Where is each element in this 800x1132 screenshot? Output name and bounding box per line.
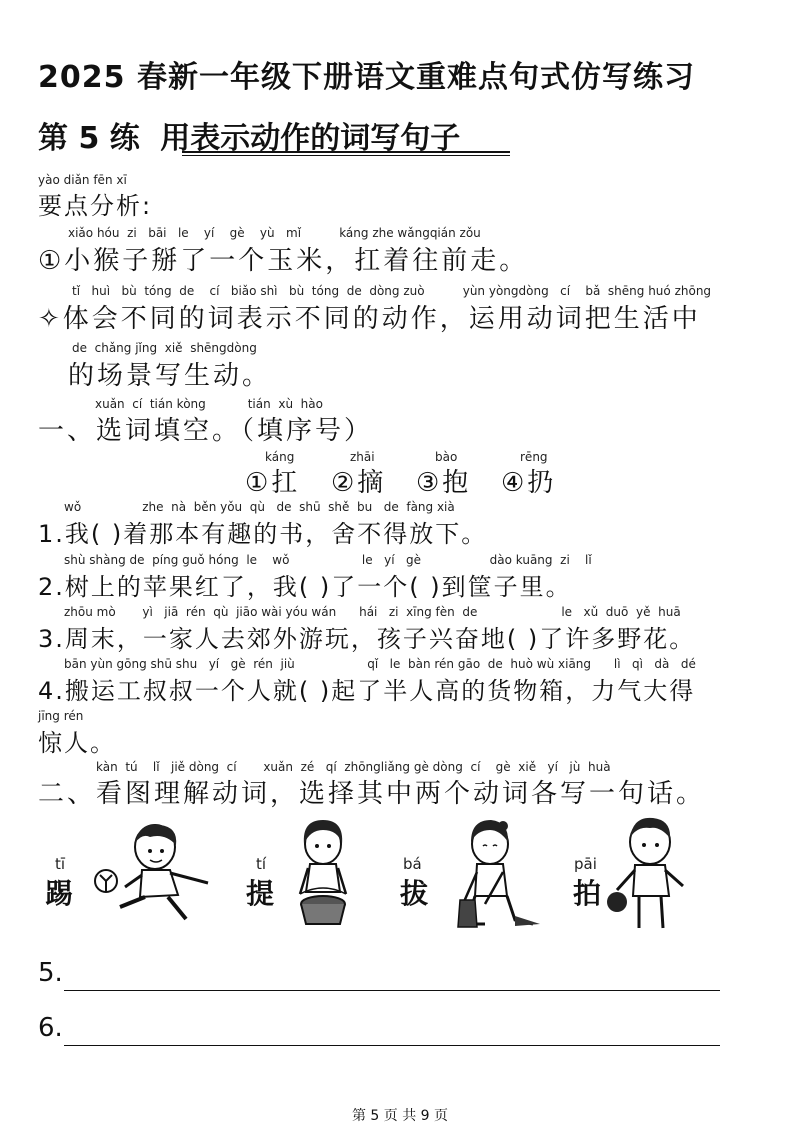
boy-bouncing-ball-illustration [605, 810, 695, 935]
topic-underline [182, 151, 510, 153]
section2-heading-pinyin: kàn tú lǐ jiě dòng cí xuǎn zé qí zhōngliǎng gè dòng cí gè xiě yí jù huà [96, 760, 611, 774]
example-pinyin: xiǎo hóu zi bāi le yí gè yù mǐ káng zhe wǎngqián zǒu [68, 226, 481, 240]
option-pinyin: rēng [520, 450, 548, 464]
verb-ti-carry-pinyin: tí [256, 855, 267, 873]
answer-line-5[interactable] [64, 990, 720, 991]
option-zhai: ②摘 [331, 468, 387, 498]
answer-label-5: 5. [38, 958, 63, 988]
girl-pulling-radish-illustration [445, 812, 545, 932]
verb-ba-pull-pinyin: bá [403, 855, 422, 873]
option-bao: ③抱 [416, 468, 472, 498]
option-pinyin: káng [265, 450, 295, 464]
verb-ti-carry: 提 [246, 877, 275, 910]
verb-ti-kick: 踢 [45, 877, 74, 910]
page-number: 第 5 页 共 9 页 [351, 1108, 449, 1124]
question-2[interactable]: 2.树上的苹果红了，我( )了一个( )到筐子里。 [38, 573, 572, 601]
answer-label-6: 6. [38, 1013, 63, 1043]
option-kang: ①扛 [245, 468, 301, 498]
answer-line-6[interactable] [64, 1045, 720, 1046]
word-options [245, 450, 565, 498]
question-1[interactable]: 1.我( )着那本有趣的书，舍不得放下。 [38, 520, 488, 548]
example-sentence: ①小猴子掰了一个玉米，扛着往前走。 [38, 246, 529, 276]
verb-ba-pull: 拔 [400, 877, 429, 910]
question-4-cont: 惊人。 [38, 729, 116, 757]
option-pinyin: bào [435, 450, 458, 464]
points-heading: 要点分析: [38, 192, 153, 220]
section1-heading: 一、选词填空。（填序号） [38, 416, 374, 446]
question-4[interactable]: 4.搬运工叔叔一个人就( )起了半人高的货物箱，力气大得 [38, 677, 696, 705]
girl-carrying-bucket-illustration [288, 812, 358, 932]
question-4-pinyin: bān yùn gōng shū shu yí gè rén jiù qǐ le bàn rén gāo de huò wù xiāng lì qì dà dé [64, 657, 696, 671]
question-4-cont-pinyin: jīng rén [38, 709, 84, 723]
verb-ti-kick-pinyin: tī [55, 855, 66, 873]
tip-text-line1: ✧体会不同的词表示不同的动作，运用动词把生活中 [38, 304, 701, 334]
tip-pinyin-line1: tǐ huì bù tóng de cí biǎo shì bù tóng de dòng zuò yùn yòngdòng cí bǎ shēng huó zhōng [72, 284, 712, 298]
boy-kicking-ball-illustration [90, 815, 220, 925]
option-pinyin: zhāi [350, 450, 375, 464]
verb-pai-pat: 拍 [573, 877, 602, 910]
question-1-pinyin: wǒ zhe nà běn yǒu qù de shū shě bu de fàng xià [64, 500, 455, 514]
lesson-number: 第 5 练 [38, 121, 140, 156]
section2-heading: 二、看图理解动词，选择其中两个动词各写一句话。 [38, 779, 706, 809]
tip-text-line2: 的场景写生动。 [68, 361, 272, 391]
tip-pinyin-line2: de chǎng jǐng xiě shēngdòng [72, 341, 257, 355]
question-3-pinyin: zhōu mò yì jiā rén qù jiāo wài yóu wán hái zi xīng fèn de le xǔ duō yě huā [64, 605, 681, 619]
question-3[interactable]: 3.周末，一家人去郊外游玩，孩子兴奋地( )了许多野花。 [38, 625, 696, 653]
option-reng: ④扔 [501, 468, 557, 498]
points-heading-pinyin: yào diǎn fēn xī [38, 173, 127, 187]
section1-heading-pinyin: xuǎn cí tián kòng tián xù hào [95, 397, 323, 411]
verb-pai-pat-pinyin: pāi [574, 855, 597, 873]
topic-underline-second [182, 155, 510, 156]
page-title: 2025 春新一年级下册语文重难点句式仿写练习 [38, 60, 695, 95]
lesson-topic: 用表示动作的词写句子 [160, 121, 461, 156]
question-2-pinyin: shù shàng de píng guǒ hóng le wǒ le yí gè dào kuāng zi lǐ [64, 553, 592, 567]
